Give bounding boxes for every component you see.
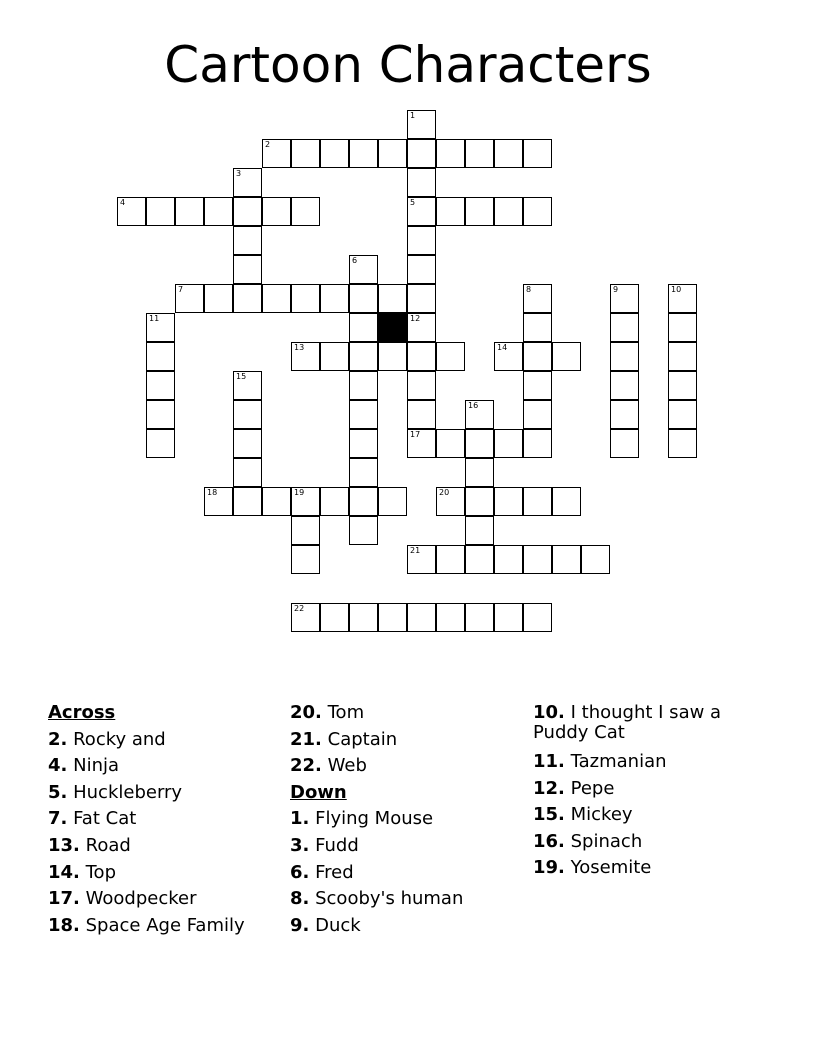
grid-cell[interactable] [262,487,291,516]
cell-number: 4 [120,198,126,207]
grid-cell[interactable] [523,342,552,371]
grid-cell[interactable] [581,545,610,574]
grid-cell[interactable] [146,342,175,371]
grid-cell[interactable] [233,487,262,516]
clue-across-5: 5. Huckleberry [48,781,183,803]
grid-cell[interactable] [407,284,436,313]
cell-number: 7 [178,285,184,294]
grid-cell[interactable] [233,371,262,400]
cell-number: 2 [265,140,271,149]
cell-number: 16 [468,401,479,410]
grid-cell[interactable] [233,458,262,487]
grid-cell[interactable] [320,603,349,632]
grid-cell[interactable] [233,255,262,284]
cell-number: 17 [410,430,421,439]
clue-across-17: 17. Woodpecker [48,888,197,910]
grid-cell[interactable] [465,400,494,429]
clue-across-2: 2. Rocky and [48,728,166,750]
grid-cell[interactable] [436,603,465,632]
clue-down-11: 11. Tazmanian [533,751,667,772]
grid-cell[interactable] [436,545,465,574]
clue-down-1: 1. Flying Mouse [290,808,434,830]
grid-cell[interactable] [349,400,378,429]
grid-cell[interactable] [610,313,639,342]
grid-cell[interactable] [320,284,349,313]
grid-cell[interactable] [233,284,262,313]
puzzle-title: Cartoon Characters [164,36,652,94]
grid-cell[interactable] [610,400,639,429]
cell-number: 8 [526,285,532,294]
grid-cell[interactable] [349,487,378,516]
clue-across-14: 14. Top [48,861,116,883]
grid-cell[interactable] [378,342,407,371]
grid-cell[interactable] [349,284,378,313]
cell-number: 19 [294,488,305,497]
grid-cell[interactable] [117,197,146,226]
grid-cell[interactable] [407,226,436,255]
grid-cell[interactable] [204,487,233,516]
grid-cell[interactable] [407,371,436,400]
grid-cell[interactable] [610,342,639,371]
grid-cell[interactable] [407,255,436,284]
clue-across-4: 4. Ninja [48,755,120,777]
grid-cell[interactable] [349,313,378,342]
clue-across-22: 22. Web [290,755,367,777]
grid-cell[interactable] [233,226,262,255]
clue-down-15: 15. Mickey [533,804,633,826]
grid-cell[interactable] [146,429,175,458]
clues-column-3 [533,700,773,882]
grid-cell[interactable] [407,342,436,371]
grid-cell[interactable] [523,545,552,574]
grid-cell[interactable] [378,139,407,168]
grid-cell[interactable] [349,458,378,487]
grid-cell[interactable] [146,313,175,342]
grid-cell[interactable] [349,429,378,458]
cell-number: 12 [410,314,421,323]
grid-cell[interactable] [523,139,552,168]
grid-cell[interactable] [407,197,436,226]
grid-cell[interactable] [291,139,320,168]
grid-cell[interactable] [494,429,523,458]
cell-number: 6 [352,256,358,265]
grid-cell[interactable] [494,139,523,168]
grid-cell[interactable] [320,342,349,371]
grid-cell[interactable] [175,284,204,313]
grid-cell[interactable] [349,603,378,632]
clue-across-18: 18. Space Age Family [48,914,245,936]
grid-cell[interactable] [610,429,639,458]
grid-cell[interactable] [494,487,523,516]
grid-cell[interactable] [436,342,465,371]
clue-down-6: 6. Fred [290,861,354,883]
grid-cell[interactable] [291,603,320,632]
grid-cell[interactable] [349,342,378,371]
grid-cell[interactable] [407,313,436,342]
grid-cell[interactable] [668,429,697,458]
grid-cell[interactable] [291,342,320,371]
cell-number: 14 [497,343,508,352]
grid-cell[interactable] [291,284,320,313]
cell-number: 13 [294,343,305,352]
grid-cell[interactable] [378,284,407,313]
cell-number: 11 [149,314,160,323]
cell-number: 20 [439,488,450,497]
clue-across-7: 7. Fat Cat [48,808,137,830]
grid-cell[interactable] [523,487,552,516]
clue-down-10: 10. I thought I saw a Puddy Cat [533,702,722,743]
grid-cell[interactable] [233,429,262,458]
grid-cell[interactable] [523,429,552,458]
grid-cell[interactable] [668,371,697,400]
clue-down-3: 3. Fudd [290,834,359,856]
grid-cell[interactable] [378,603,407,632]
grid-cell[interactable] [262,197,291,226]
grid-cell[interactable] [494,603,523,632]
cell-number: 9 [613,285,619,294]
grid-cell[interactable] [465,603,494,632]
grid-cell[interactable] [465,487,494,516]
clue-across-13: 13. Road [48,834,131,856]
grid-cell[interactable] [407,139,436,168]
grid-cell[interactable] [146,371,175,400]
grid-cell[interactable] [233,400,262,429]
grid-cell[interactable] [146,197,175,226]
grid-cell[interactable] [668,313,697,342]
grid-cell[interactable] [465,197,494,226]
clue-down-9: 9. Duck [290,914,361,936]
grid-cell[interactable] [523,603,552,632]
grid-cell[interactable] [610,284,639,313]
cell-number: 15 [236,372,247,381]
grid-cell[interactable] [436,487,465,516]
grid-cell[interactable] [291,487,320,516]
grid-cell[interactable] [552,342,581,371]
grid-cell[interactable] [349,139,378,168]
grid-cell[interactable] [668,284,697,313]
grid-cell[interactable] [349,516,378,545]
grid-cell[interactable] [552,545,581,574]
grid-cell[interactable] [407,110,436,139]
clue-across-20: 20. Tom [290,702,365,723]
cell-number: 22 [294,604,305,613]
grid-cell[interactable] [552,487,581,516]
cell-number: 5 [410,198,416,207]
grid-cell[interactable] [378,487,407,516]
clue-across-21: 21. Captain [290,728,398,750]
grid-cell[interactable] [233,168,262,197]
cell-number: 10 [671,285,682,294]
cell-number: 21 [410,546,421,555]
clue-down-19: 19. Yosemite [533,857,652,879]
black-square [378,313,407,342]
grid-cell[interactable] [610,371,639,400]
clue-down-16: 16. Spinach [533,830,643,852]
grid-cell[interactable] [465,545,494,574]
clue-down-8: 8. Scooby's human [290,888,464,910]
grid-cell[interactable] [436,197,465,226]
clue-down-12: 12. Pepe [533,777,615,799]
grid-cell[interactable] [523,284,552,313]
grid-cell[interactable] [465,458,494,487]
grid-cell[interactable] [465,429,494,458]
grid-cell[interactable] [407,603,436,632]
grid-cell[interactable] [291,516,320,545]
grid-cell[interactable] [523,313,552,342]
clues-column-1 [48,700,278,939]
grid-cell[interactable] [204,197,233,226]
grid-cell[interactable] [436,429,465,458]
grid-cell[interactable] [320,487,349,516]
grid-cell[interactable] [349,371,378,400]
grid-cell[interactable] [262,284,291,313]
clues-column-2 [290,700,520,939]
grid-cell[interactable] [291,545,320,574]
grid-cell[interactable] [407,429,436,458]
grid-cell[interactable] [494,197,523,226]
grid-cell[interactable] [465,139,494,168]
cell-number: 1 [410,111,416,120]
grid-cell[interactable] [233,197,262,226]
grid-cell[interactable] [436,139,465,168]
grid-cell[interactable] [523,371,552,400]
grid-cell[interactable] [262,139,291,168]
grid-cell[interactable] [407,545,436,574]
grid-cell[interactable] [407,400,436,429]
cell-number: 18 [207,488,218,497]
grid-cell[interactable] [291,197,320,226]
grid-cell[interactable] [523,197,552,226]
grid-cell[interactable] [668,400,697,429]
grid-cell[interactable] [146,400,175,429]
grid-cell[interactable] [668,342,697,371]
grid-cell[interactable] [407,168,436,197]
grid-cell[interactable] [320,139,349,168]
grid-cell[interactable] [523,400,552,429]
grid-cell[interactable] [465,516,494,545]
across-heading: Across [48,702,116,723]
grid-cell[interactable] [349,255,378,284]
cell-number: 3 [236,169,242,178]
grid-cell[interactable] [204,284,233,313]
grid-cell[interactable] [175,197,204,226]
down-heading: Down [290,781,347,803]
grid-cell[interactable] [494,342,523,371]
grid-cell[interactable] [494,545,523,574]
